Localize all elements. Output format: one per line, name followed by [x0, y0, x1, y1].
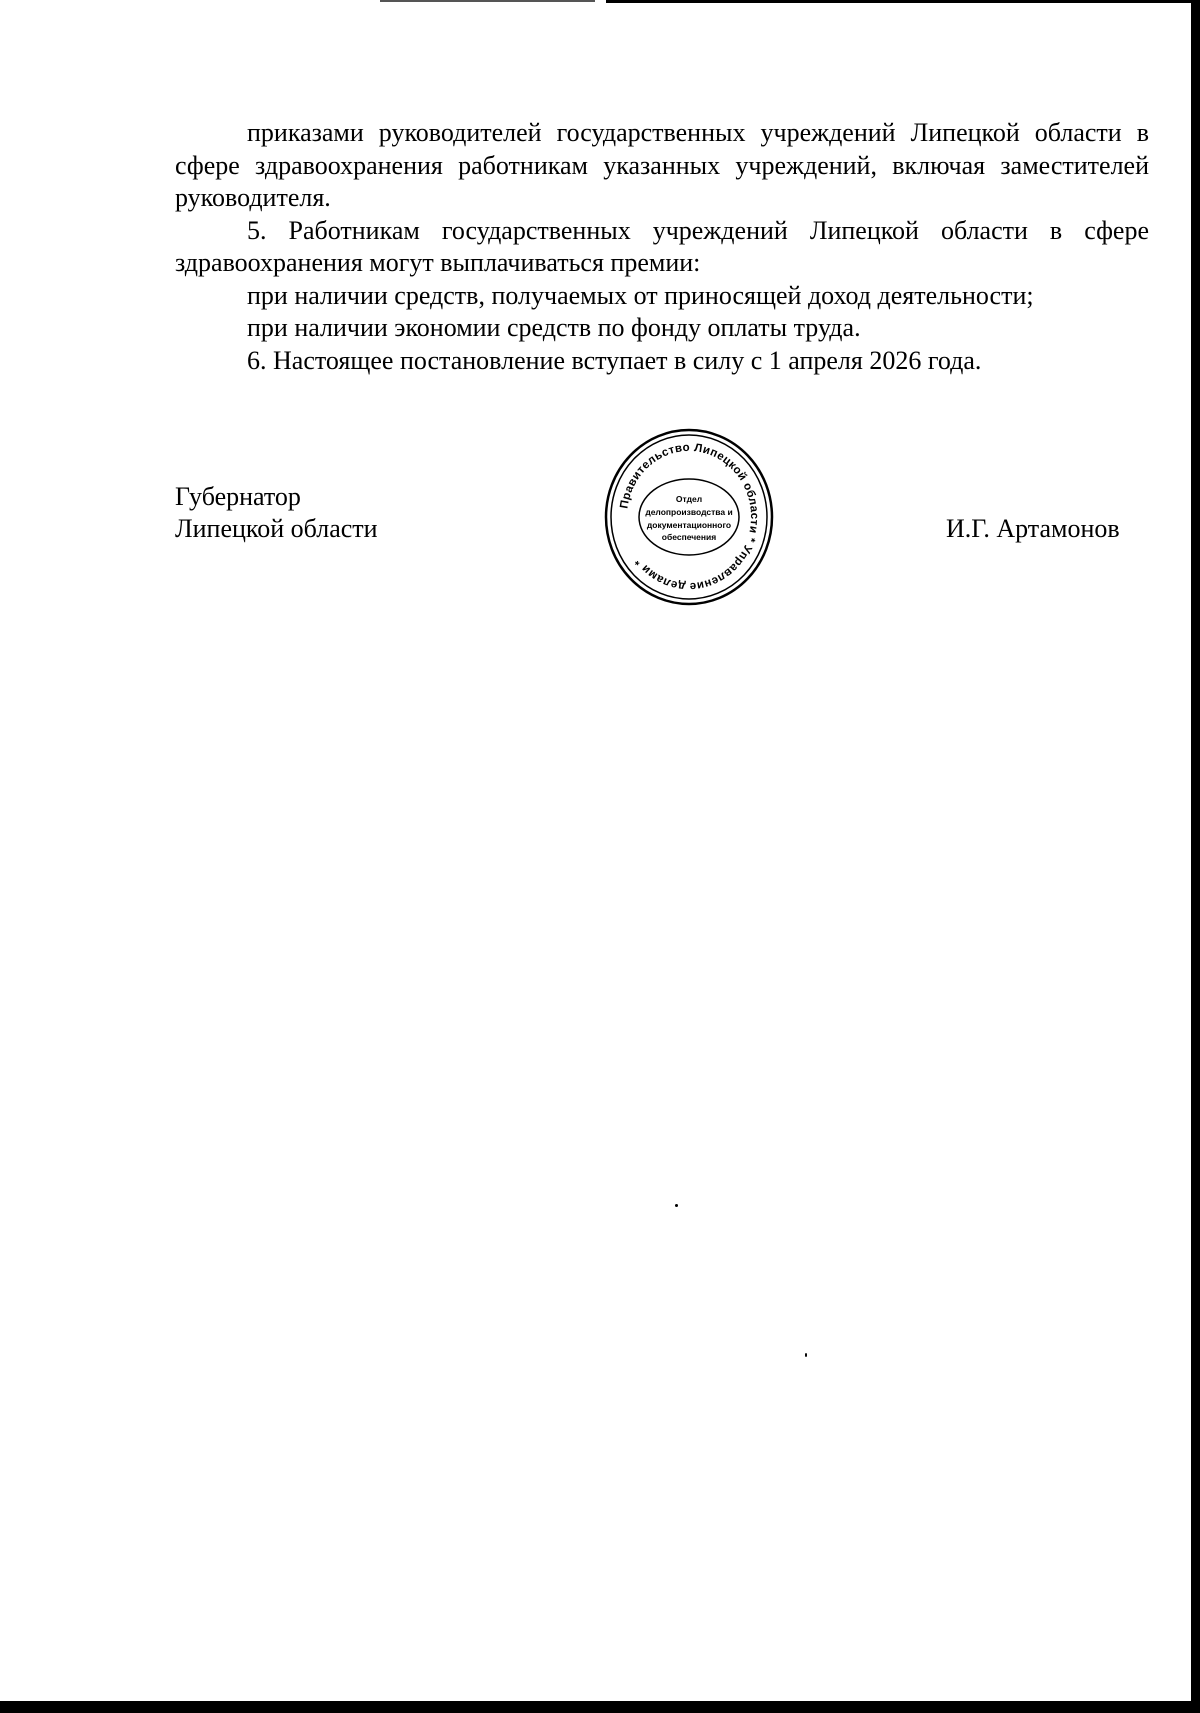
- paragraph-item-5-savings: при наличии экономии средств по фонду оплаты труда.: [247, 313, 861, 342]
- scan-edge-top: [606, 0, 1200, 3]
- seal-inner-line-2: делопроизводства и: [645, 507, 733, 517]
- seal-inner-line-3: документационного: [646, 520, 732, 530]
- position-region: Липецкой области: [175, 514, 378, 543]
- seal-outer-text: Правительство Липецкой области * Управление делами *: [618, 441, 761, 593]
- paragraph-item-5: 5. Работникам государственных учреждений Липецкой области в сфере здравоохранения могут выплачиваться премии:: [175, 215, 1149, 277]
- paragraph-continuation: приказами руководителей государственных учреждений Липецкой области в сфере здравоохранения работникам указанных учреждений, включая заместителей руководителя.: [175, 118, 1149, 212]
- signatory-position: [175, 481, 378, 545]
- paragraph-item-6: 6. Настоящее постановление вступает в силу с 1 апреля 2026 года.: [247, 345, 982, 375]
- scan-edge-right: [1191, 0, 1200, 1713]
- scan-speck: [805, 1353, 807, 1357]
- document-body: [175, 117, 1149, 377]
- scan-edge-bottom: [0, 1701, 1200, 1713]
- seal-inner-line-4: обеспечения: [661, 532, 717, 542]
- scan-speck: [675, 1204, 678, 1207]
- official-seal: [604, 428, 774, 606]
- position-title: Губернатор: [175, 482, 301, 511]
- paragraph-item-5-income: при наличии средств, получаемых от приносящей доход деятельности;: [247, 280, 1034, 310]
- seal-inner-line-1: Отдел: [675, 494, 703, 504]
- signatory-name: И.Г. Артамонов: [946, 514, 1120, 543]
- scan-edge-top-faint: [380, 0, 595, 2]
